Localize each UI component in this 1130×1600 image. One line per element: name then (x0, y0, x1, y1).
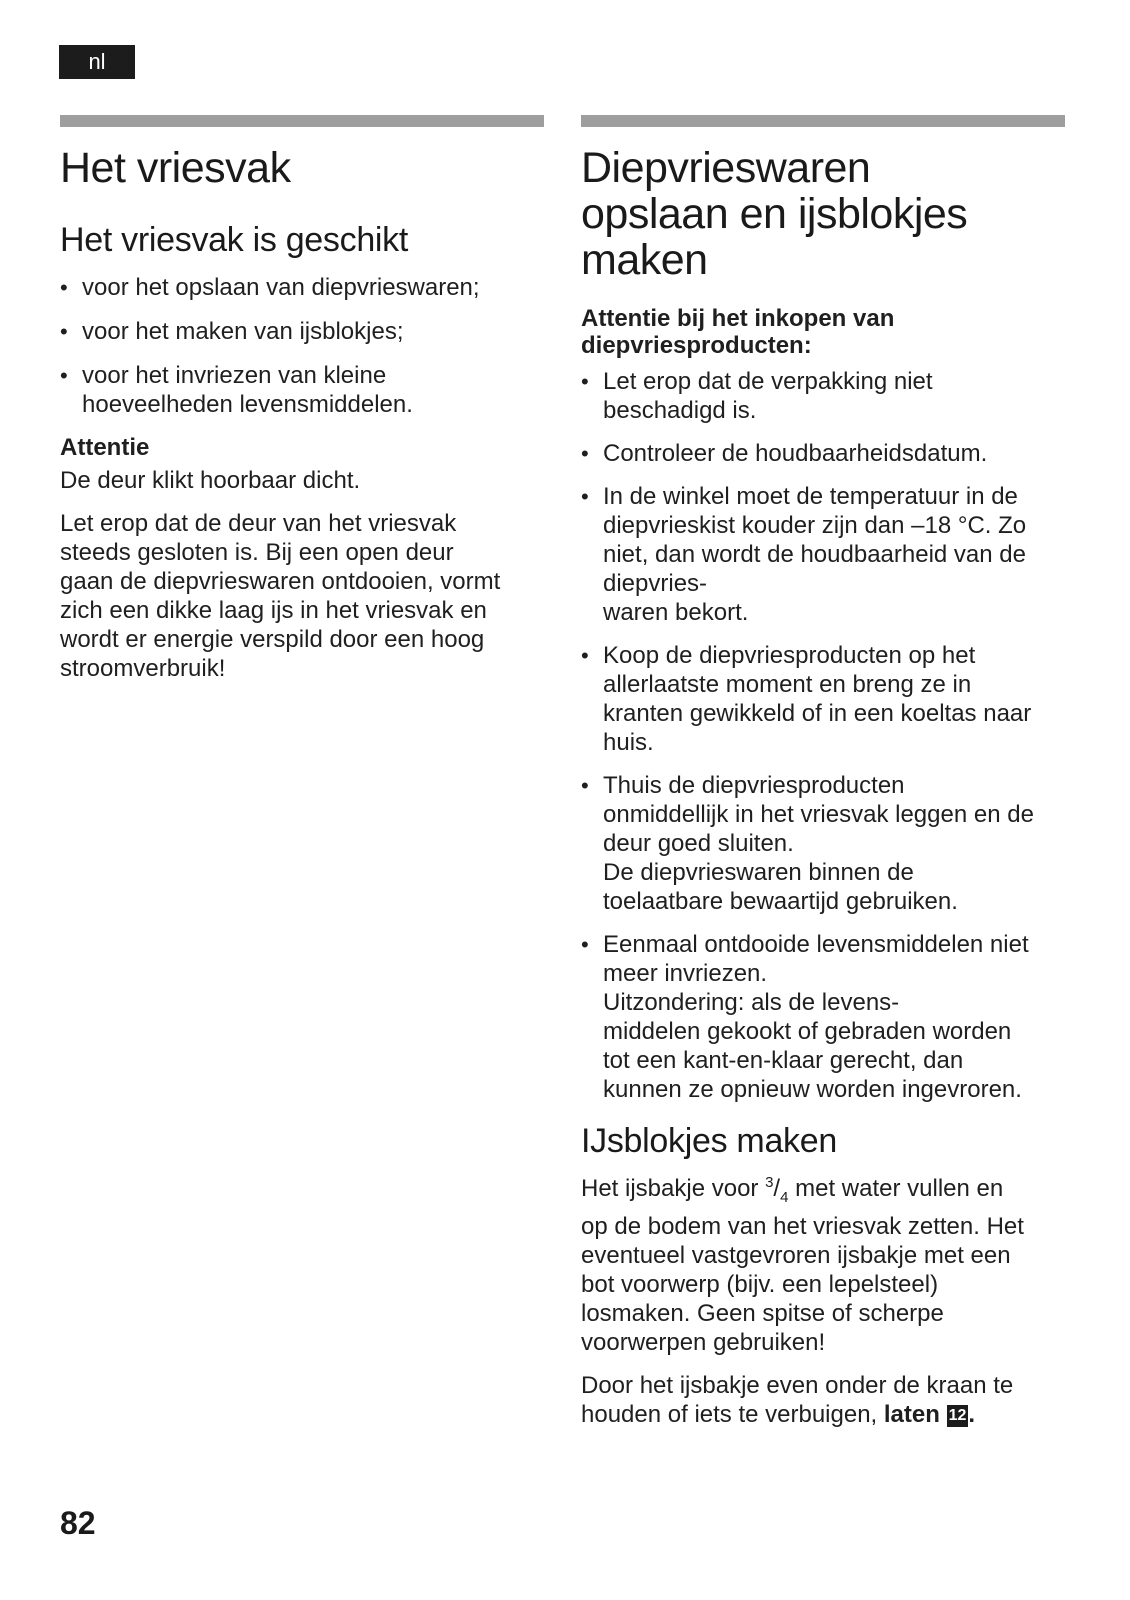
body-paragraph: Let erop dat de deur van het vriesvak steeds gesloten is. Bij een open deur gaan de diepvrieswaren ontdooien, vormt zich een dikke laag ijs in het vriesvak en wordt er energie verspild door een hoog stroomverbruik! (60, 510, 501, 682)
list-item: • Controleer de houdbaarheidsdatum. (581, 439, 1065, 468)
section-subtitle: Het vriesvak is geschikt (60, 221, 409, 259)
list-item: • voor het maken van ijsblokjes; (60, 317, 544, 346)
fraction-denominator: 4 (780, 1188, 789, 1206)
language-badge: nl (59, 45, 135, 79)
figure-reference-badge: 12 (947, 1405, 969, 1427)
page-number: 82 (60, 1505, 96, 1541)
title-line: Diepvrieswaren (581, 144, 871, 192)
list-item: • Eenmaal ontdooide levensmiddelen niet meer invriezen. Uitzondering: als de levens- middelen gekookt of gebraden worden tot een kant-en-klaar gerecht, dan kunnen ze opnieuw worden ingevroren. (581, 930, 1065, 1104)
text: Door het ijsbakje even onder de kraan te houden of iets te verbuigen, (581, 1371, 1014, 1428)
text: . (968, 1400, 976, 1428)
list-item: • Thuis de diepvriesproducten onmiddellijk in het vriesvak leggen en de deur goed sluiten. De diepvrieswaren binnen de toelaatbare bewaartijd gebruiken. (581, 771, 1065, 916)
attention-label: Attentie (60, 434, 150, 461)
attention-text: De deur klikt hoorbaar dicht. (60, 467, 361, 494)
title-line: maken (581, 236, 708, 284)
ice-cubes-title: IJsblokjes maken (581, 1122, 837, 1160)
right-column (581, 115, 1065, 1443)
list-item: • voor het invriezen van kleine hoeveelheden levensmiddelen. (60, 361, 544, 419)
section-title: Het vriesvak (60, 144, 291, 192)
fraction-numerator: 3 (765, 1174, 774, 1191)
text: met water vullen en op de bodem van het vriesvak zetten. Het eventueel vastgevroren ijsbakje met een bot voorwerp (bijv. een lepelsteel) losmaken. Geen spitse of scherpe voorwerpen gebruiken! (581, 1175, 1024, 1356)
section-rule (581, 115, 1065, 127)
attention-heading: Attentie bij het inkopen van diepvriesproducten: (581, 305, 895, 359)
section-rule (60, 115, 544, 127)
purchase-tips-list (581, 367, 1065, 1104)
ice-paragraph-2 (581, 1371, 1065, 1429)
list-item: • In de winkel moet de temperatuur in de diepvrieskist kouder zijn dan –18 °C. Zo niet, dan wordt de houdbaarheid van de diepvries- waren bekort. (581, 482, 1065, 627)
list-item: • voor het opslaan van diepvrieswaren; (60, 273, 544, 302)
list-item: • Koop de diepvriesproducten op het allerlaatste moment en breng ze in kranten gewikkeld of in een koeltas naar huis. (581, 641, 1065, 757)
ice-paragraph-1: Het ijsbakje voor $^3/_4$ met water vullen en op de bodem van het vriesvak zetten. Het eventueel vastgevroren ijsbakje met een bot voorwerp (bijv. een lepelsteel) losmaken. Geen spitse of scherpe voorwerpen gebruiken! (581, 1174, 1024, 1356)
section-title (581, 145, 1065, 283)
suitability-list (60, 273, 544, 419)
text: Het ijsbakje voor (581, 1175, 766, 1202)
left-column (60, 115, 544, 697)
title-line: opslaan en ijsblokjes (581, 190, 968, 238)
list-item: • Let erop dat de verpakking niet beschadigd is. (581, 367, 1065, 425)
bold-text: laten (883, 1400, 940, 1428)
